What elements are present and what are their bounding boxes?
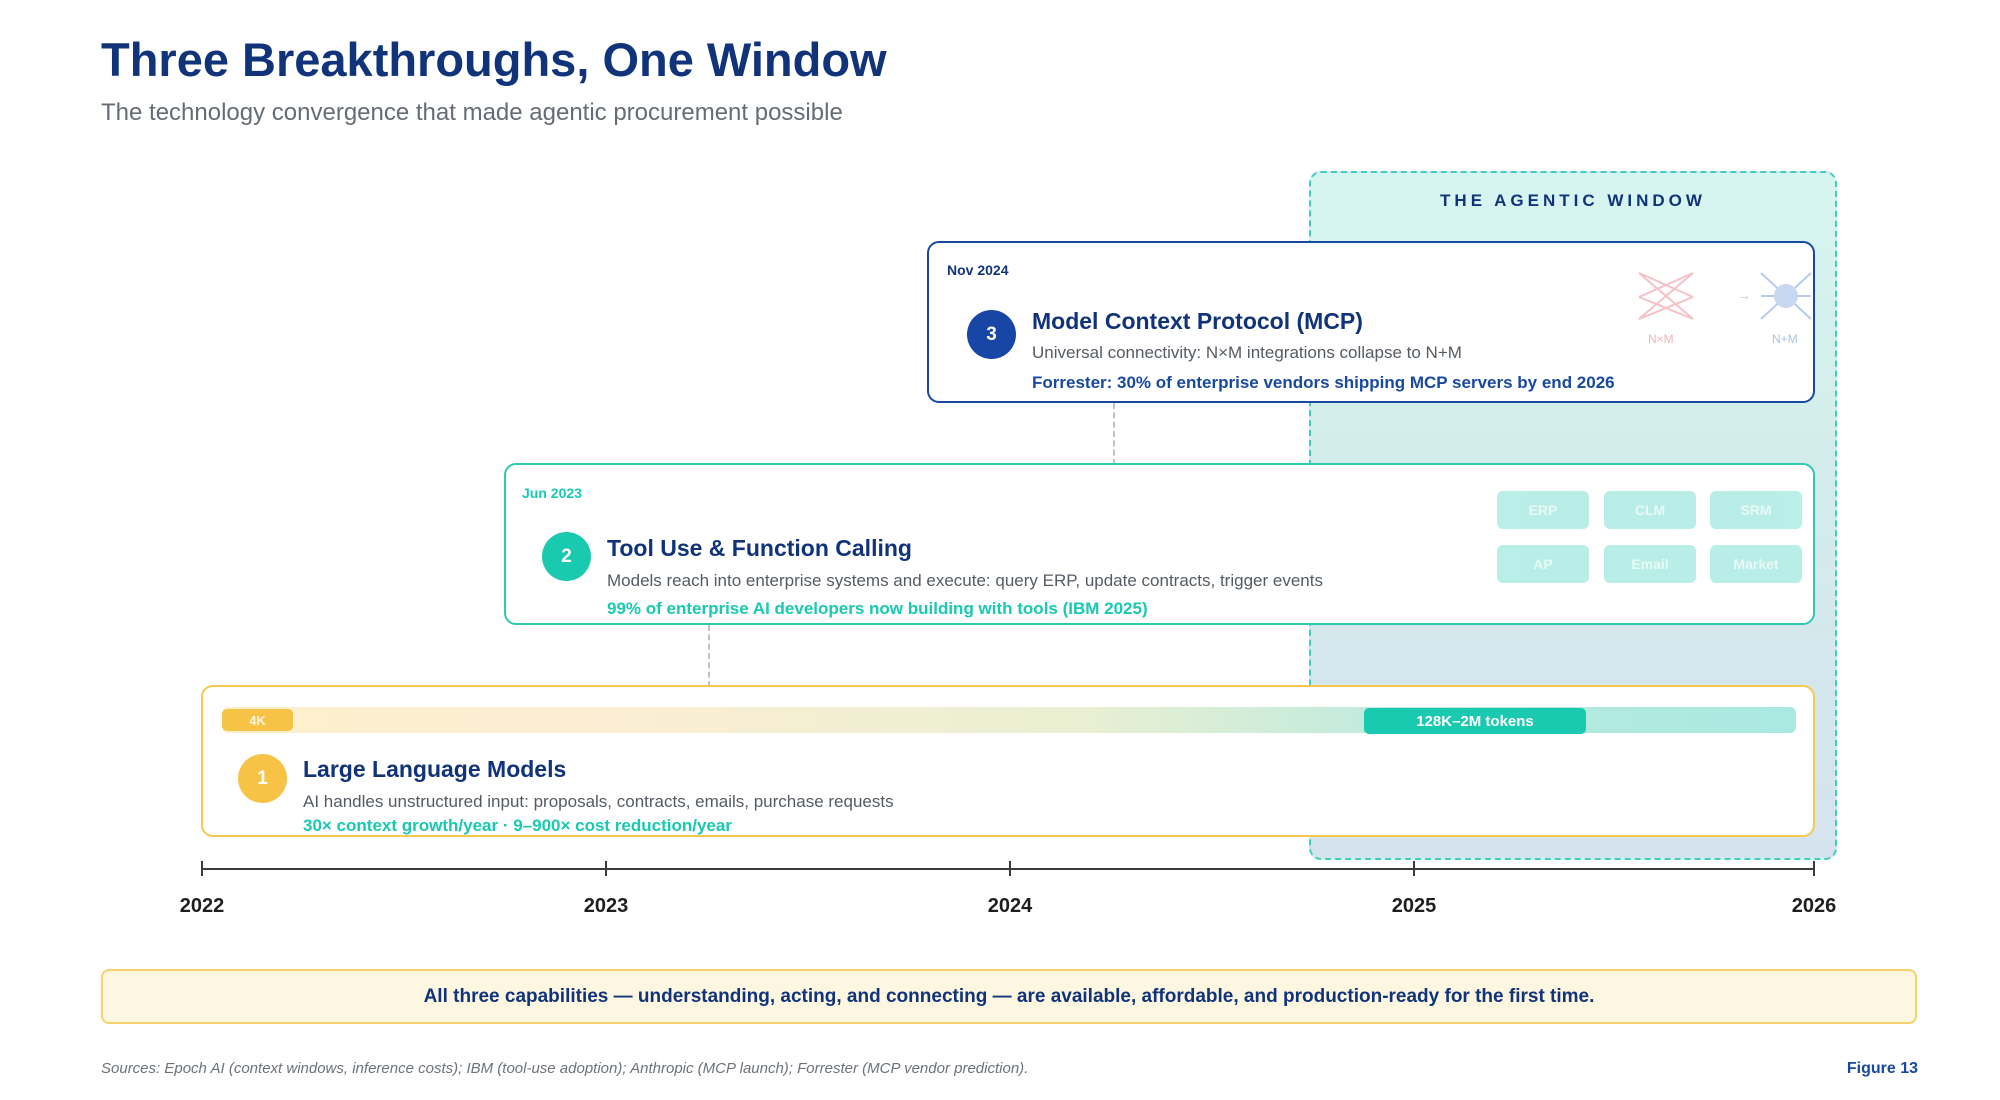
context-start-label: 4K	[222, 709, 293, 731]
timeline-tick	[1813, 861, 1815, 876]
system-tile-erp: ERP	[1497, 491, 1589, 529]
system-tile-email: Email	[1604, 545, 1696, 583]
hub-diagram-icon	[1757, 267, 1815, 325]
mcp-title: Model Context Protocol (MCP)	[1032, 308, 1363, 334]
timeline-axis	[201, 868, 1815, 870]
tool-use-stat: 99% of enterprise AI developers now building with tools (IBM 2025)	[607, 599, 1148, 618]
timeline-tick	[1413, 861, 1415, 876]
mcp-number-badge: 3	[967, 310, 1016, 359]
mcp-description: Universal connectivity: N×M integrations collapse to N+M	[1032, 343, 1462, 362]
system-tile-ap: AP	[1497, 545, 1589, 583]
llm-title: Large Language Models	[303, 756, 567, 782]
summary-banner: All three capabilities — understanding, acting, and connecting — are available, affordable, and production-ready for the first time.	[101, 969, 1917, 1024]
tool-use-description: Models reach into enterprise systems and execute: query ERP, update contracts, trigger events	[607, 571, 1323, 590]
mcp-stat: Forrester: 30% of enterprise vendors shipping MCP servers by end 2026	[1032, 373, 1615, 392]
tool-use-date: Jun 2023	[522, 485, 582, 501]
tool-use-number-badge: 2	[542, 532, 591, 581]
mesh-diagram-label: N×M	[1648, 332, 1674, 346]
year-label: 2024	[987, 895, 1033, 917]
page-title: Three Breakthroughs, One Window	[101, 33, 887, 86]
year-label: 2022	[179, 895, 225, 917]
year-label: 2026	[1791, 895, 1837, 917]
connector-tool	[708, 625, 710, 687]
context-end-label: 128K–2M tokens	[1364, 708, 1586, 734]
llm-number-badge: 1	[238, 754, 287, 803]
llm-description: AI handles unstructured input: proposals, contracts, emails, purchase requests	[303, 792, 894, 811]
timeline-tick	[605, 861, 607, 876]
year-label: 2025	[1391, 895, 1437, 917]
mcp-date: Nov 2024	[947, 262, 1009, 278]
year-label: 2023	[583, 895, 629, 917]
arrow-right-icon: →	[1737, 287, 1751, 303]
system-tile-market: Market	[1710, 545, 1802, 583]
agentic-window-label: THE AGENTIC WINDOW	[1440, 191, 1706, 210]
timeline-tick	[1009, 861, 1011, 876]
tool-use-title: Tool Use & Function Calling	[607, 535, 912, 561]
mesh-diagram-icon	[1633, 267, 1699, 325]
timeline-tick	[201, 861, 203, 876]
page-subtitle: The technology convergence that made agentic procurement possible	[101, 99, 843, 126]
connector-mcp	[1113, 403, 1115, 465]
figure-label: Figure 13	[1846, 1060, 1918, 1077]
llm-stat: 30× context growth/year · 9–900× cost reduction/year	[303, 816, 732, 835]
system-tile-clm: CLM	[1604, 491, 1696, 529]
sources-note: Sources: Epoch AI (context windows, inference costs); IBM (tool-use adoption); Anthropic (MCP launch); Forrester (MCP vendor prediction).	[101, 1060, 1029, 1077]
system-tile-srm: SRM	[1710, 491, 1802, 529]
hub-diagram-label: N+M	[1772, 332, 1798, 346]
